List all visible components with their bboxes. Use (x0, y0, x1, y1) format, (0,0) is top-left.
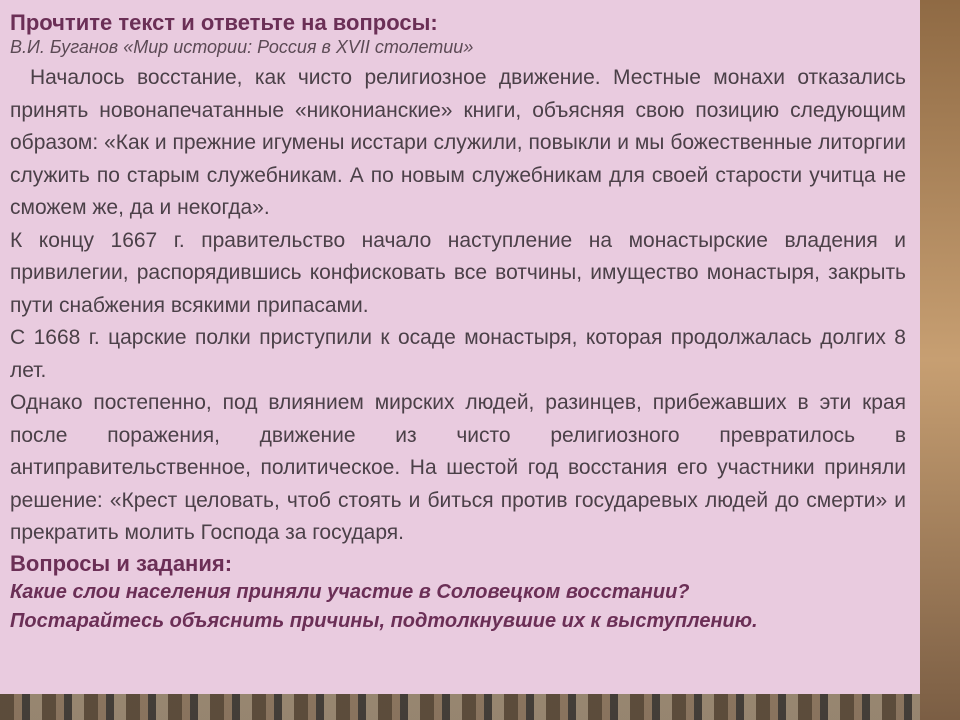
questions-title: Вопросы и задания: (10, 550, 233, 576)
source-citation: В.И. Буганов «Мир истории: Россия в XVII столетии» (10, 37, 474, 57)
page-title: Прочтите текст и ответьте на вопросы: (10, 10, 438, 35)
question-2: Постарайтесь объяснить причины, подтолкнувшие их к выступлению. (10, 609, 758, 632)
text-paragraph-3: С 1668 г. царские полки приступили к осаде монастыря, которая продолжалась долгих 8 лет. (10, 326, 906, 382)
text-paragraph-2: К концу 1667 г. правительство начало наступление на монастырские владения и привилегии, распорядившись конфисковать все вотчины, имущество монастыря, закрыть пути снабжения всякими припасами. (10, 228, 906, 317)
text-paragraph-1: Началось восстание, как чисто религиозное движение. Местные монахи отказались принять новонапечатанные «никонианские» книги, объясняя свою позицию следующим образом: «Как и прежние игумены исстари служили, повыкли и мы божественные литоргии служить по старым служебникам. А по новым служебникам для своей старости учитца не сможем же, да и некогда». (10, 66, 906, 219)
question-1: Какие слои населения приняли участие в Соловецком восстании? (10, 580, 690, 603)
text-paragraph-4: Однако постепенно, под влиянием мирских людей, разинцев, прибежавших в эти края после поражения, движение из чисто религиозного превратилось в антиправительственное, политическое. На шестой год восстания его участники приняли решение: «Крест целовать, чтоб стоять и биться против государевых людей до смерти» и прекратить молить Господа за государя. (10, 391, 906, 544)
